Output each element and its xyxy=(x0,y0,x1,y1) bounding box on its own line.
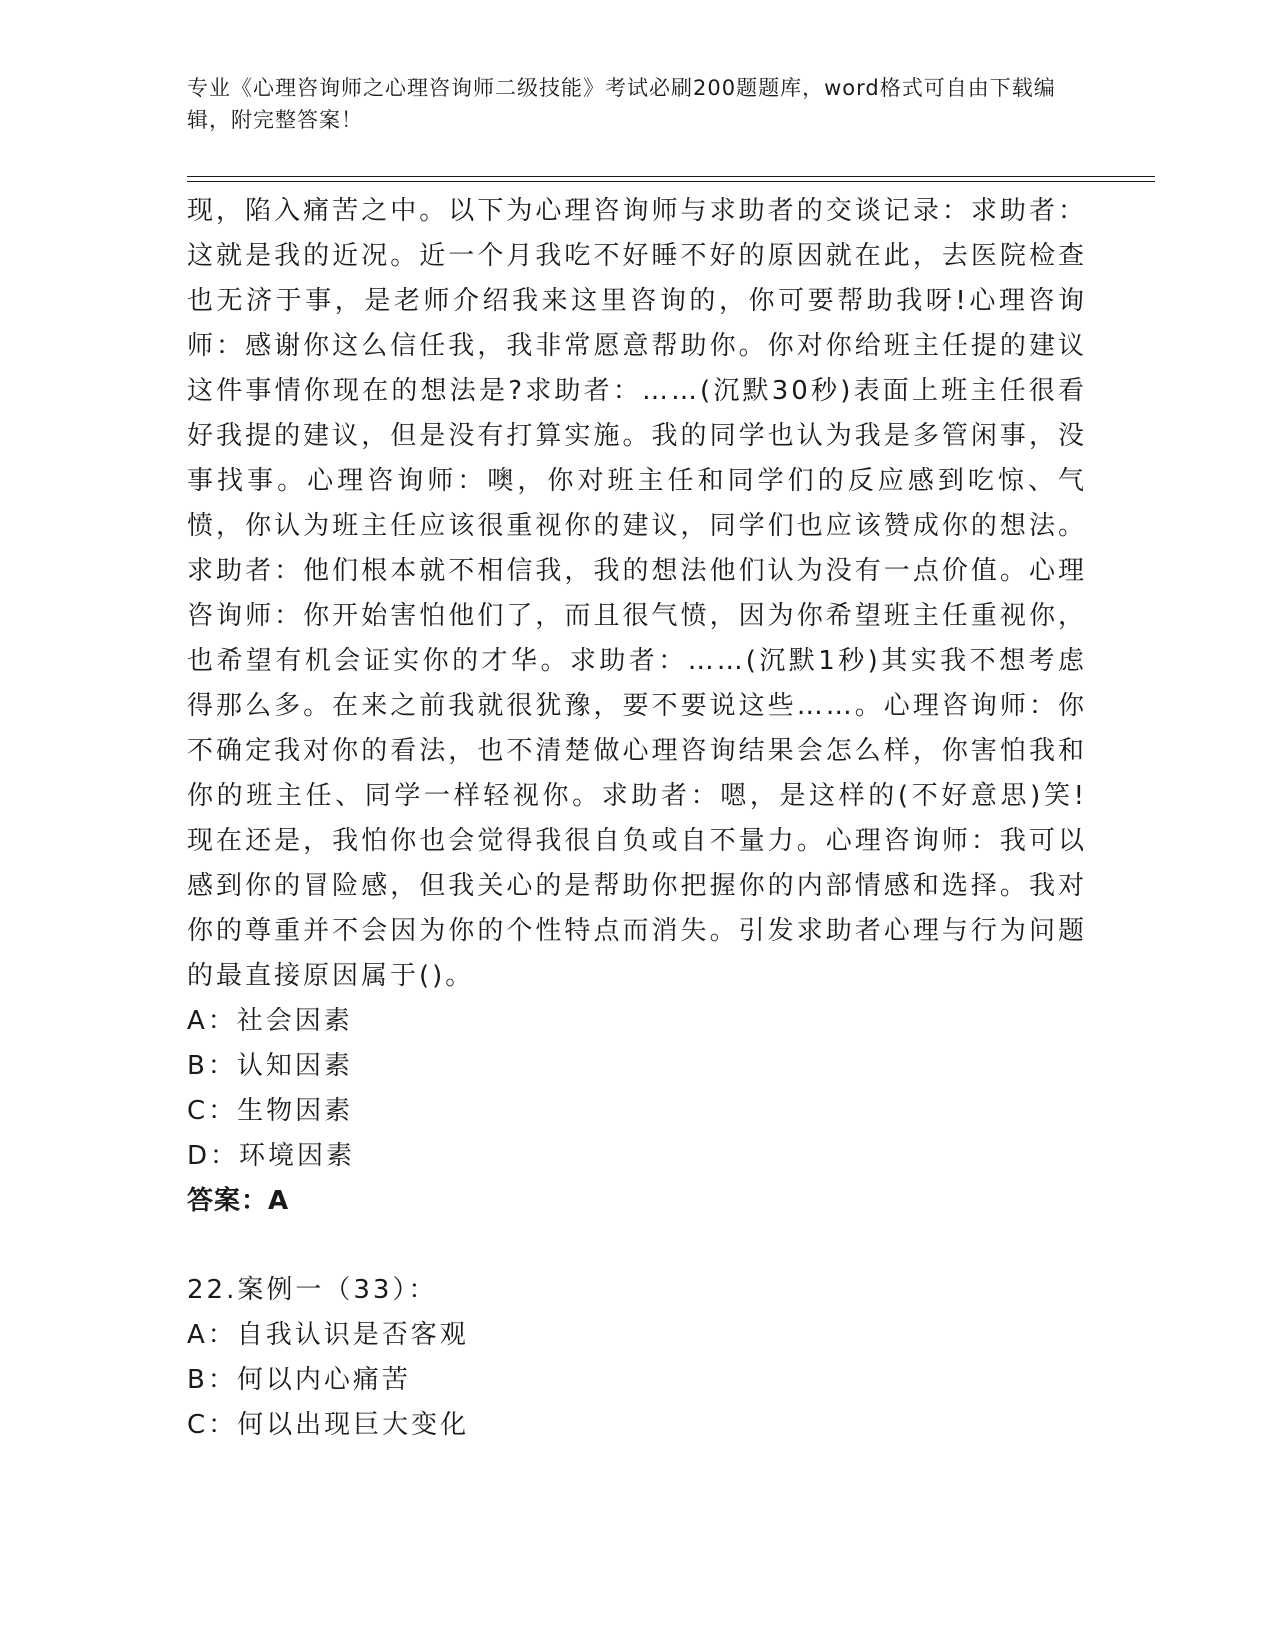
question-22-option-c: C：何以出现巨大变化 xyxy=(187,1410,470,1440)
header-rule-top xyxy=(187,176,1155,177)
question-21-answer: 答案：A xyxy=(187,1186,290,1216)
question-21-passage: 现，陷入痛苦之中。以下为心理咨询师与求助者的交谈记录：求助者：这就是我的近况。近一个月我吃不好睡不好的原因就在此，去医院检查也无济于事，是老师介绍我来这里咨询的，你可要帮助我呀!心理咨询师：感谢你这么信任我，我非常愿意帮助你。你对你给班主任提的建议这件事情你现在的想法是?求助者：……(沉默30秒)表面上班主任很看好我提的建议，但是没有打算实施。我的同学也认为我是多管闲事，没事找事。心理咨询师：噢，你对班主任和同学们的反应感到吃惊、气愤，你认为班主任应该很重视你的建议，同学们也应该赞成你的想法。求助者：他们根本就不相信我，我的想法他们认为没有一点价值。心理咨询师：你开始害怕他们了，而且很气愤，因为你希望班主任重视你，也希望有机会证实你的才华。求助者：……(沉默1秒)其实我不想考虑得那么多。在来之前我就很犹豫，要不要说这些……。心理咨询师：你不确定我对你的看法，也不清楚做心理咨询结果会怎么样，你害怕我和你的班主任、同学一样轻视你。求助者：嗯，是这样的(不好意思)笑!现在还是，我怕你也会觉得我很自负或自不量力。心理咨询师：我可以感到你的冒险感，但我关心的是帮助你把握你的内部情感和选择。我对你的尊重并不会因为你的个性特点而消失。引发求助者心理与行为问题的最直接原因属于()。 xyxy=(187,196,1087,991)
question-21-option-c: C：生物因素 xyxy=(187,1096,354,1126)
question-21-option-b: B：认知因素 xyxy=(187,1051,353,1081)
question-22-option-a: A：自我认识是否客观 xyxy=(187,1320,469,1350)
page-header xyxy=(187,72,1087,136)
document-body xyxy=(187,189,1087,1448)
question-21-option-a: A：社会因素 xyxy=(187,1006,353,1036)
header-rule-bottom xyxy=(187,181,1155,182)
question-spacer xyxy=(187,1224,1087,1268)
question-22-option-b: B：何以内心痛苦 xyxy=(187,1365,411,1395)
question-22-stem: 22.案例一（33）： xyxy=(187,1275,438,1305)
header-text: 专业《心理咨询师之心理咨询师二级技能》考试必刷200题题库，word格式可自由下载编辑，附完整答案！ xyxy=(187,76,1056,132)
question-21-option-d: D：环境因素 xyxy=(187,1141,356,1171)
